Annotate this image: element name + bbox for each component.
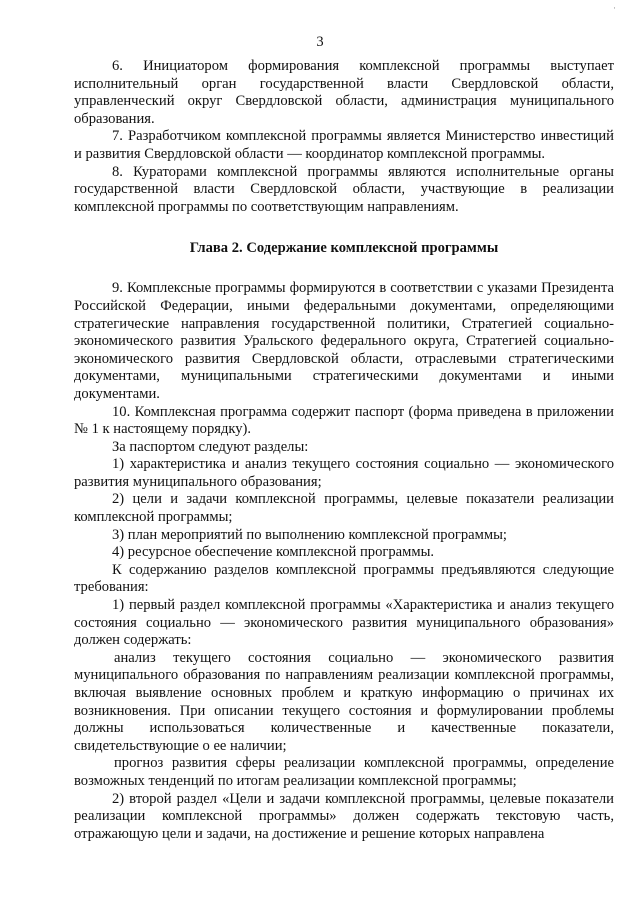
paragraph-6-initiator: 6. Инициатором формирования комплексной программы выступает исполнительный орган государственной власти Свердловской области, управленческий округ Свердловской области, администрация муниципального образования.: [74, 58, 614, 127]
corner-mark: ·: [613, 3, 616, 13]
page-number: 3: [316, 34, 324, 50]
chapter-heading: Глава 2. Содержание комплексной программы: [189, 240, 499, 257]
paragraph-9-formation: 9. Комплексные программы формируются в соответствии с указами Президента Российской Федерации, иными федеральными документами, определяющими стратегические направления государственной политики, Стратегией социально-экономического развития Уральского федерального округа, Стратегией социально-экономического развития Свердловской области, отраслевыми стратегическими документами, муниципальными стратегическими документами и иными документами.: [74, 280, 614, 402]
section-item-3: 3) план мероприятий по выполнению комплексной программы;: [112, 526, 507, 543]
section-item-4: 4) ресурсное обеспечение комплексной программы.: [112, 544, 435, 561]
requirement-2: 2) второй раздел «Цели и задачи комплексной программы, целевые показатели реализации комплексной программы» должен содержать текстовую часть, отражающую цели и задачи, на достижение и решение которых направлена: [74, 790, 614, 842]
section-item-2: 2) цели и задачи комплексной программы, целевые показатели реализации комплексной программы;: [74, 491, 614, 526]
requirement-1-forecast: прогноз развития сферы реализации комплексной программы, определение возможных тенденций по итогам реализации комплексной программы;: [74, 755, 614, 789]
requirement-1: 1) первый раздел комплексной программы «Характеристика и анализ текущего состояния социально — экономического развития муниципального образования» должен содержать:: [74, 597, 614, 649]
document-body: [74, 58, 614, 843]
paragraph-8-curators: 8. Кураторами комплексной программы являются исполнительные органы государственной власти Свердловской области, участвующие в реализации комплексной программы по соответствующим направлениям.: [74, 163, 614, 215]
paragraph-10-passport: 10. Комплексная программа содержит паспорт (форма приведена в приложении № 1 к настоящему порядку).: [74, 403, 614, 438]
paragraph-7-developer: 7. Разработчиком комплексной программы является Министерство инвестиций и развития Свердловской области — координатор комплексной программы.: [74, 128, 614, 162]
sections-intro: За паспортом следуют разделы:: [112, 438, 309, 455]
requirement-1-analysis: анализ текущего состояния социально — экономического развития муниципального образования по направлениям реализации комплексной программы, включая выявление основных проблем и краткую информацию о причинах их возникновения. При описании текущего состояния и формулировании проблемы должны использоваться количественные и качественные показатели, свидетельствующие о ее наличии;: [74, 649, 614, 754]
section-item-1: 1) характеристика и анализ текущего состояния социально — экономического развития муниципального образования;: [74, 456, 614, 490]
requirements-intro: К содержанию разделов комплексной программы предъявляются следующие требования:: [74, 561, 614, 596]
